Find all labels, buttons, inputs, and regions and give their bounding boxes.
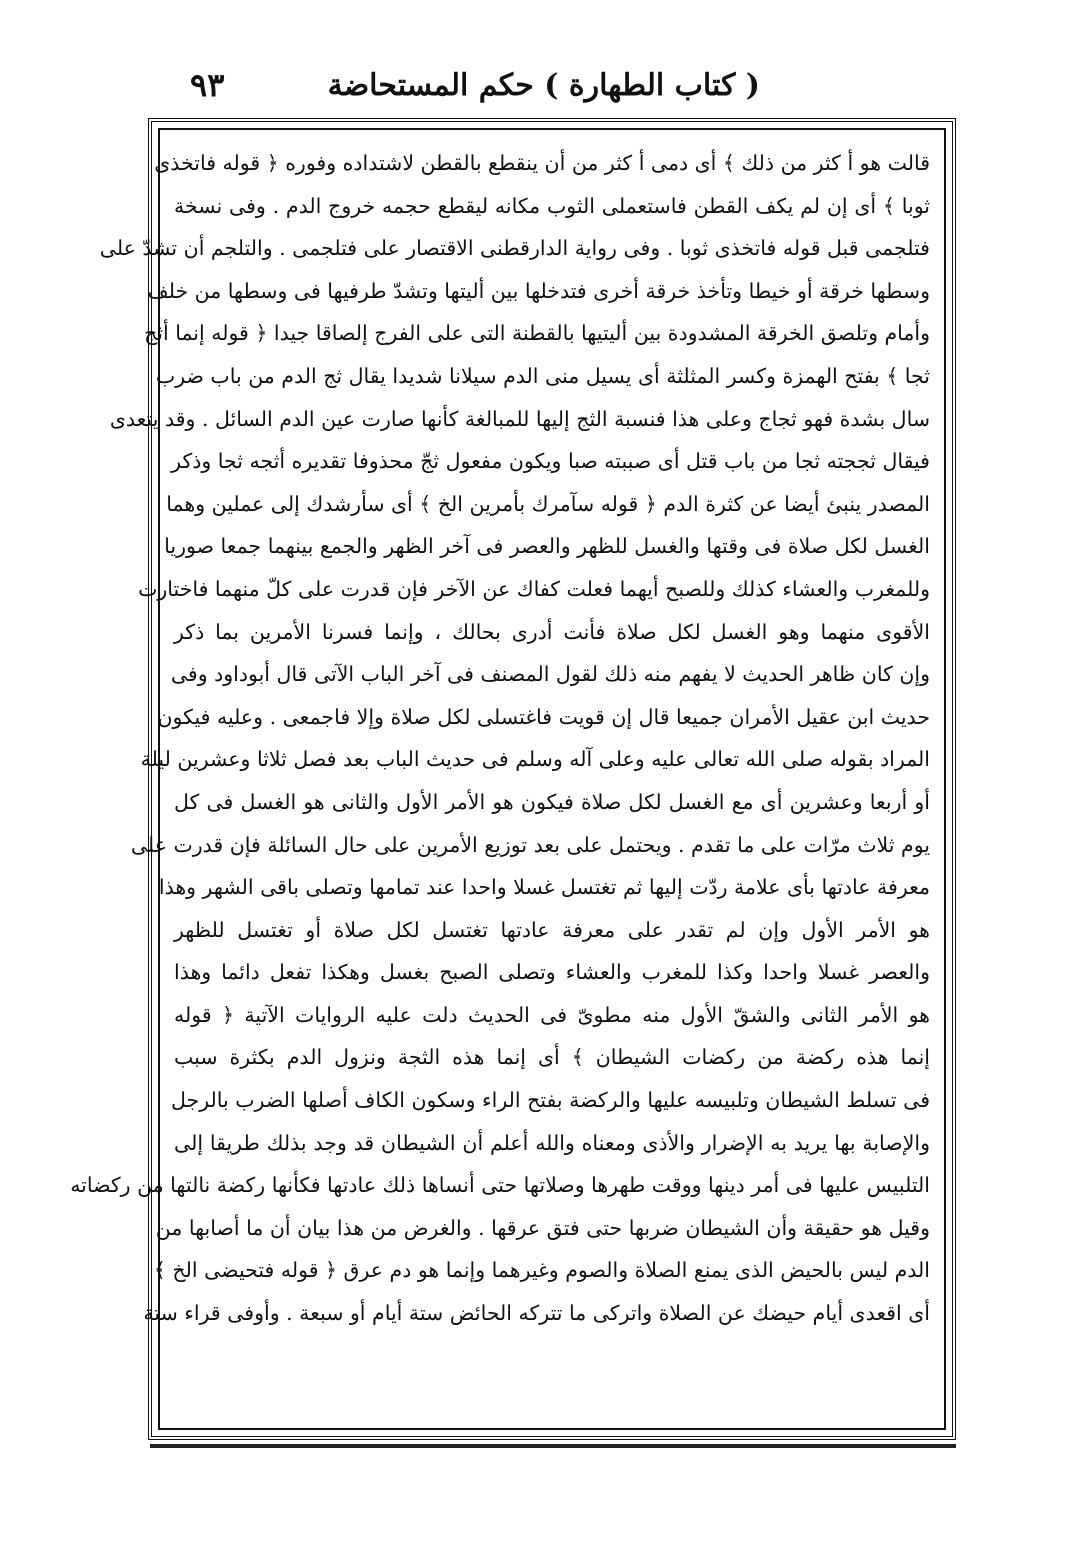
text-line: أو أربعا وعشرين أى مع الغسل لكل صلاة فيكون هو الأمر الأول والثانى هو الغسل فى كل — [174, 789, 930, 814]
text-line: الدم ليس بالحيض الذى يمنع الصلاة والصوم وغيرهما وإنما هو دم عرق ﴿ قوله فتحيضى الخ ﴾ — [153, 1258, 930, 1283]
text-line: وإن كان ظاهر الحديث لا يفهم منه ذلك لقول المصنف فى آخر الباب الآتى قال أبوداود وفى — [170, 662, 930, 687]
text-line: سال بشدة فهو ثجاج وعلى هذا فنسبة الثج إليها للمبالغة كأنها صارت عين الدم السائل . وقد يتعدى — [109, 406, 930, 431]
text-line: هو الأمر الثانى والشقّ الأول منه مطوىّ فى الحديث دلت عليه الروايات الآتية ﴿ قوله — [174, 1002, 930, 1027]
text-line: الأقوى منهما وهو الغسل لكل صلاة فأنت أدرى بحالك ، وإنما فسرنا الأمرين بما ذكر — [174, 619, 930, 644]
text-line: فى تسلط الشيطان وتلبيسه عليها والركضة بفتح الراء وسكون الكاف أصلها الضرب بالرجل — [171, 1088, 930, 1113]
text-line: وسطها خرقة أو خيطا وتأخذ خرقة أخرى فتدخلها بين أليتها وتشدّ طرفيها فى وسطها من خلف — [147, 278, 930, 303]
page-number: ٩٣ — [190, 66, 225, 104]
text-line: المصدر ينبئ أيضا عن كثرة الدم ﴿ قوله سآمرك بأمرين الخ ﴾ أى سأرشدك إلى عملين وهما — [166, 491, 930, 516]
chapter-title: ( كتاب الطهارة ) حكم المستحاضة — [327, 68, 760, 103]
text-body — [70, 142, 930, 1422]
text-line: والإصابة بها يريد به الإضرار والأذى ومعناه والله أعلم أن الشيطان قد وجد بذلك طريقا إلى — [174, 1130, 930, 1155]
text-line: قالت هو أ كثر من ذلك ﴾ أى دمى أ كثر من أن ينقطع بالقطن لاشتداده وفوره ﴿ قوله فاتخذى — [154, 151, 930, 175]
text-line: المراد بقوله صلى الله تعالى عليه وعلى آله وسلم فى حديث الباب بعد فصل ثلاثا وعشرين ليلة — [140, 747, 930, 772]
text-line: هو الأمر الأول وإن لم تقدر على معرفة عادتها تغتسل لكل صلاة أو تغتسل للظهر — [174, 917, 930, 942]
text-line: ثوبا ﴾ أى إن لم يكف القطن فاستعملى الثوب مكانه ليقطع حجمه خروج الدم . وفى نسخة — [174, 193, 930, 218]
text-line: وأمام وتلصق الخرقة المشدودة بين أليتيها بالقطنة التى على الفرج إلصاقا جيدا ﴿ قوله إنما أثج — [144, 321, 930, 346]
text-line: إنما هذه ركضة من ركضات الشيطان ﴾ أى إنما هذه الثجة ونزول الدم بكثرة سبب — [174, 1045, 930, 1070]
text-line: فتلجمى قبل قوله فاتخذى ثوبا . وفى رواية الدارقطنى الاقتصار على فتلجمى . والتلجم أن تشدّ على — [99, 236, 930, 261]
page-header — [160, 62, 950, 122]
text-line: وقيل هو حقيقة وأن الشيطان ضربها حتى فتق عرقها . والغرض من هذا بيان أن ما أصابها من — [155, 1215, 930, 1240]
text-line: التلبيس عليها فى أمر دينها ووقت طهرها وصلاتها حتى أنساها ذلك عادتها فكأنها ركضة نالتها من ركضاته — [70, 1173, 930, 1198]
text-line: ثجا ﴾ بفتح الهمزة وكسر المثلثة أى يسيل منى الدم سيلانا شديدا يقال ثج الدم من باب ضرب — [155, 363, 930, 388]
text-line: الغسل لكل صلاة فى وقتها والغسل للظهر والعصر فى آخر الظهر والجمع بينهما جمعا صوريا — [164, 534, 930, 559]
text-line: يوم ثلاث مرّات على ما تقدم . ويحتمل على بعد توزيع الأمرين على حال السائلة فإن قدرت على — [130, 832, 930, 857]
text-line: فيقال ثججته ثجا من باب قتل أى صببته صبا ويكون مفعول ثجّ محذوفا تقديره أثجه ثجا وذكر — [171, 449, 930, 474]
text-line: وللمغرب والعشاء كذلك وللصبح أيهما فعلت كفاك عن الآخر فإن قدرت على كلّ منهما فاختارت — [138, 576, 930, 601]
bottom-rule — [150, 1444, 956, 1448]
text-line: أى اقعدى أيام حيضك عن الصلاة واتركى ما تتركه الحائض ستة أيام أو سبعة . وأوفى قراء ستة — [143, 1301, 930, 1326]
text-line: معرفة عادتها بأى علامة ردّت إليها ثم تغتسل غسلا واحدا عند تمامها وتصلى باقى الشهر وهذا — [158, 875, 930, 900]
text-line: حديث ابن عقيل الأمران جميعا قال إن قويت فاغتسلى لكل صلاة وإلا فاجمعى . وعليه فيكون — [157, 704, 930, 729]
text-line: والعصر غسلا واحدا وكذا للمغرب والعشاء وتصلى الصبح بغسل وهكذا تفعل دائما وهذا — [174, 960, 930, 985]
